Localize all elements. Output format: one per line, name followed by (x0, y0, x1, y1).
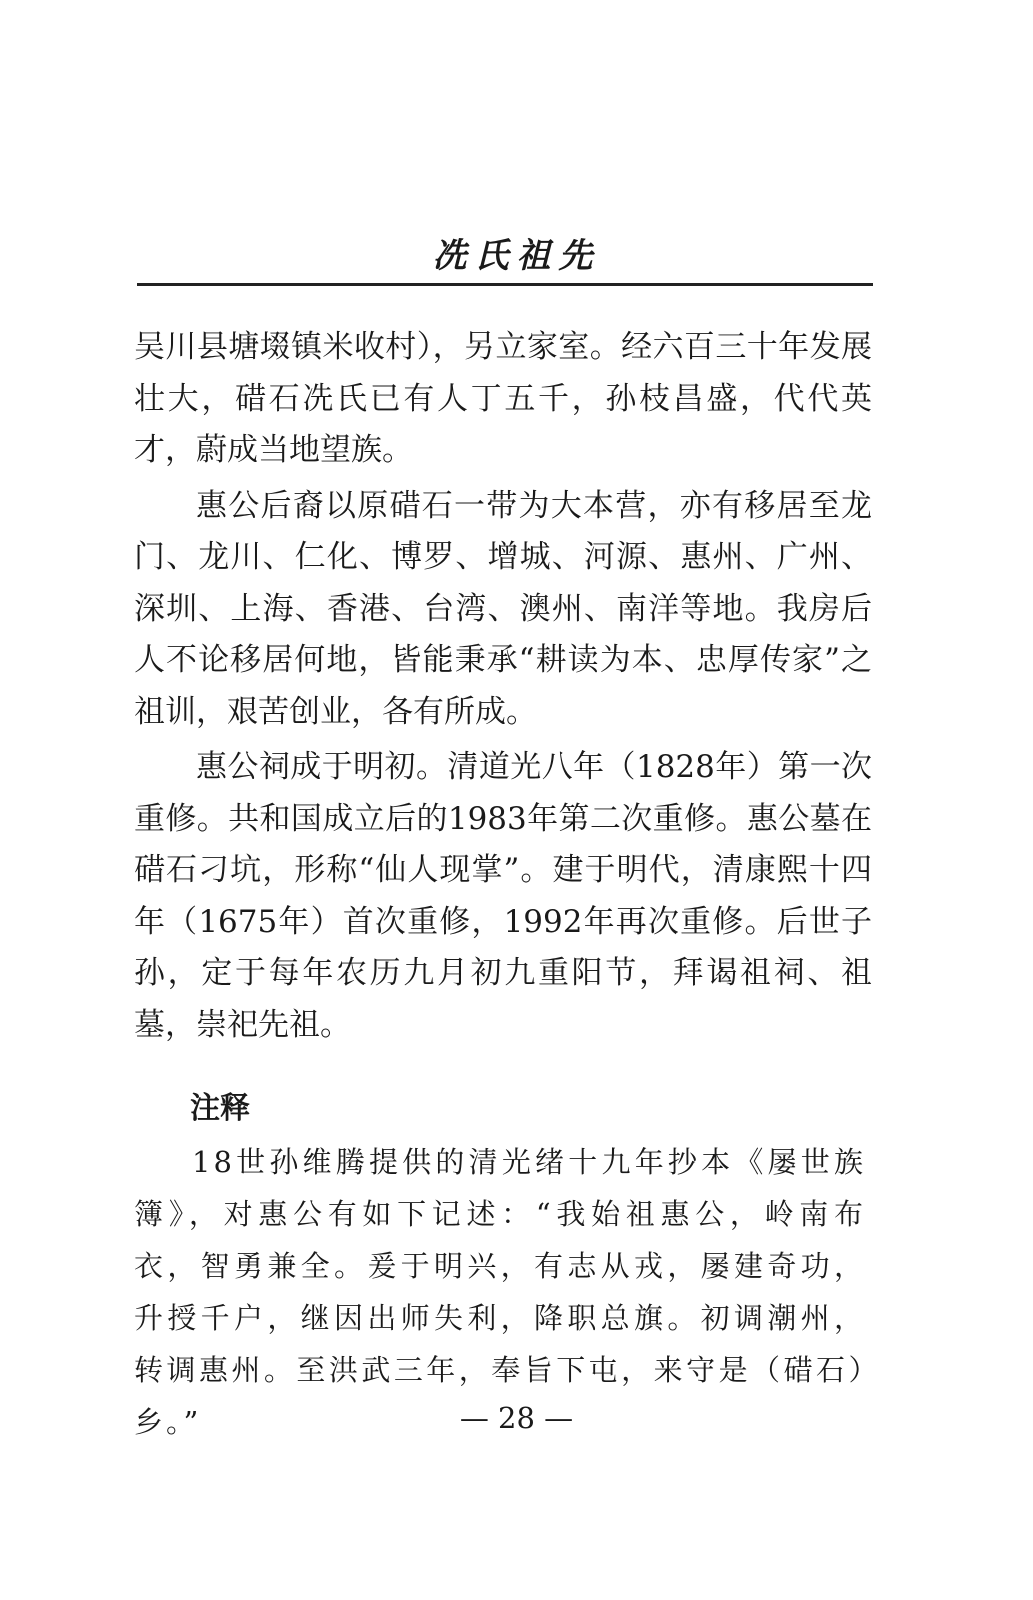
body-paragraph: 惠公后裔以原碏石一带为大本营，亦有移居至龙门、龙川、仁化、博罗、增城、河源、惠州、广州、深圳、上海、香港、台湾、澳州、南洋等地。我房后人不论移居何地，皆能秉承“耕读为本、忠厚传家”之祖训，艰苦创业，各有所成。 (134, 487, 872, 730)
body-paragraph: 惠公祠成于明初。清道光八年（1828年）第一次重修。共和国成立后的1983年第二次重修。惠公墓在碏石刁坑，形称“仙人现掌”。建于明代，清康熙十四年（1675年）首次重修，1992年再次重修。后世子孙，定于每年农历九月初九重阳节，拜谒祖祠、祖墓，崇祀先祖。 (134, 749, 872, 1043)
page-number: — 28 — (459, 1401, 574, 1435)
body-paragraph: 吴川县塘㙍镇米收村），另立家室。经六百三十年发展壮大，碏石冼氏已有人丁五千，孙枝昌盛，代代英才，蔚成当地望族。 (134, 329, 872, 468)
header-divider (137, 283, 873, 286)
notes-heading: 注释 (190, 1091, 250, 1126)
running-header-title: 冼氏祖先 (432, 236, 601, 276)
body-text (134, 322, 872, 1051)
notes-text: 18世孙维腾提供的清光绪十九年抄本《屡世族簿》，对惠公有如下记述：“我始祖惠公，岭南布衣，智勇兼全。爰于明兴，有志从戎，屡建奇功，升授千户，继因出师失利，降职总旗。初调潮州，转调惠州。至洪武三年，奉旨下屯，来守是（碏石）乡。” (134, 1145, 866, 1439)
